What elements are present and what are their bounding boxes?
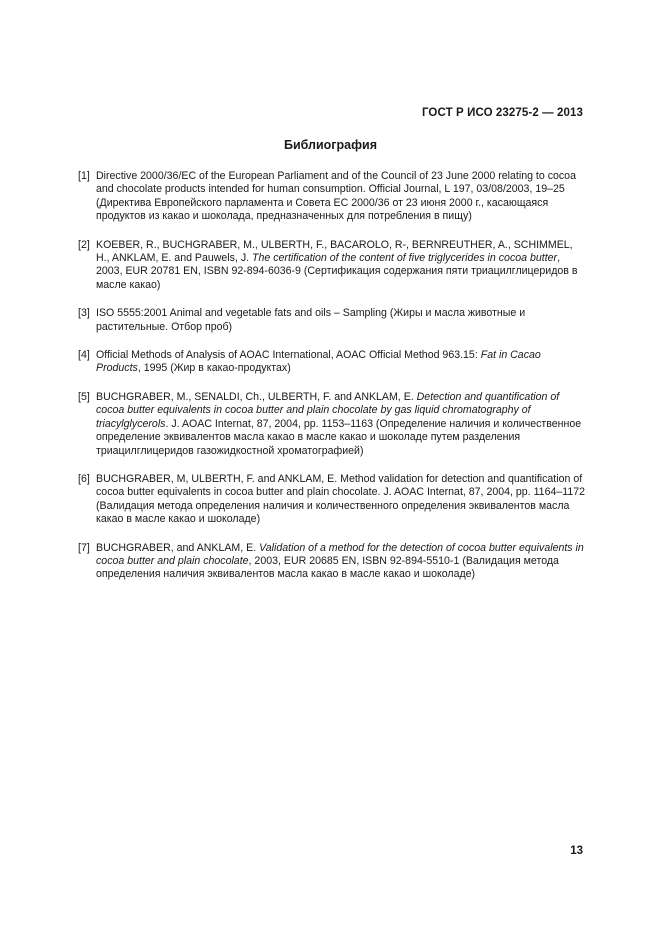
reference-text-segment: BUCHGRABER, M, ULBERTH, F. and ANKLAM, E. Method validation for detection and quantification of cocoa butter equivalents in cocoa butter and plain chocolate. J. AOAC Internat, 87, 2004, pp. 1164–1172 (Валидация метода определения наличия и количественного определения эквивалентов масла какао в масле какао и шоколаде) bbox=[96, 472, 586, 526]
reference-text-segment: ISO 5555:2001 Animal and vegetable fats and oils – Sampling (Жиры и масла животные и растительные. Отбор проб) bbox=[96, 307, 526, 333]
reference-text bbox=[96, 170, 588, 224]
reference-text-segment: , 1995 (Жир в какао-продуктах) bbox=[137, 362, 291, 375]
document-code: ГОСТ Р ИСО 23275-2 — 2013 bbox=[421, 107, 583, 119]
reference-number: [6] bbox=[78, 472, 90, 485]
reference-item bbox=[78, 391, 588, 458]
reference-text bbox=[96, 307, 588, 334]
reference-title-italic: Detection and quantification of cocoa butter equivalents in cocoa butter and plain chocolate by gas liquid chromatography of triacylglycerols bbox=[96, 390, 560, 430]
reference-number: [5] bbox=[78, 390, 90, 403]
reference-text bbox=[96, 391, 588, 458]
page-number: 13 bbox=[570, 845, 583, 857]
reference-text bbox=[96, 239, 588, 293]
reference-item bbox=[78, 542, 588, 582]
reference-number: [1] bbox=[78, 170, 90, 182]
reference-item bbox=[78, 473, 588, 527]
reference-item bbox=[78, 170, 588, 224]
reference-text-segment: . J. AOAC Internat, 87, 2004, pp. 1153–1163 (Определение наличия и количественное определение эквивалентов масла какао в масле какао и шоколаде путем разделения триацилглицеридов газожидкостной хроматографией) bbox=[96, 417, 582, 457]
bibliography-title: Библиография bbox=[283, 138, 378, 152]
reference-number: [4] bbox=[78, 349, 90, 362]
reference-text-segment: BUCHGRABER, M., SENALDI, Ch., ULBERTH, F. and ANKLAM, E. bbox=[96, 390, 417, 403]
reference-item bbox=[78, 349, 588, 376]
reference-item bbox=[78, 239, 588, 293]
reference-text-segment: , 2003, EUR 20685 EN, ISBN 92-894-5510-1 (Валидация метода определения наличия эквивалентов масла какао в масле какао и шоколаде) bbox=[96, 554, 559, 581]
reference-list bbox=[78, 170, 588, 597]
reference-number: [2] bbox=[78, 238, 90, 251]
reference-text bbox=[96, 542, 588, 582]
reference-number: [7] bbox=[78, 541, 90, 554]
reference-text-segment: Official Methods of Analysis of AOAC International, AOAC Official Method 963.15: bbox=[96, 349, 481, 362]
reference-number: [3] bbox=[78, 307, 90, 320]
reference-text-segment: KOEBER, R., BUCHGRABER, M., ULBERTH, F., BACAROLO, R-, BERNREUTHER, A., SCHIMMEL, H., ANKLAM, E. and Pauwels, J. bbox=[96, 238, 573, 265]
reference-text-segment: Directive 2000/36/EC of the European Parliament and of the Council of 23 June 2000 relating to cocoa and chocolate products intended for human consumption. Official Journal, L 197, 03/08/2003, 19–25 (Директива Европейского парламента и Совета ЕС 2000/36 от 23 июня 2000 г., касающаяся продуктов из какао и шоколада, предназначенных для потребления в пищу) bbox=[96, 170, 576, 223]
reference-text-segment: , 2003, EUR 20781 EN, ISBN 92-894-6036-9 (Сертификация содержания пяти триацилглицеридов в масле какао) bbox=[96, 252, 578, 291]
reference-text bbox=[96, 473, 588, 527]
reference-title-italic: Validation of a method for the detection of cocoa butter equivalents in cocoa butter and plain chocolate bbox=[96, 541, 584, 567]
reference-text bbox=[96, 349, 588, 376]
reference-item bbox=[78, 307, 588, 334]
reference-text-segment: BUCHGRABER, and ANKLAM, E. bbox=[96, 541, 260, 554]
reference-title-italic: The certification of the content of five triglycerides in cocoa butter bbox=[252, 252, 558, 265]
reference-title-italic: Fat in Cacao Products bbox=[96, 349, 541, 375]
